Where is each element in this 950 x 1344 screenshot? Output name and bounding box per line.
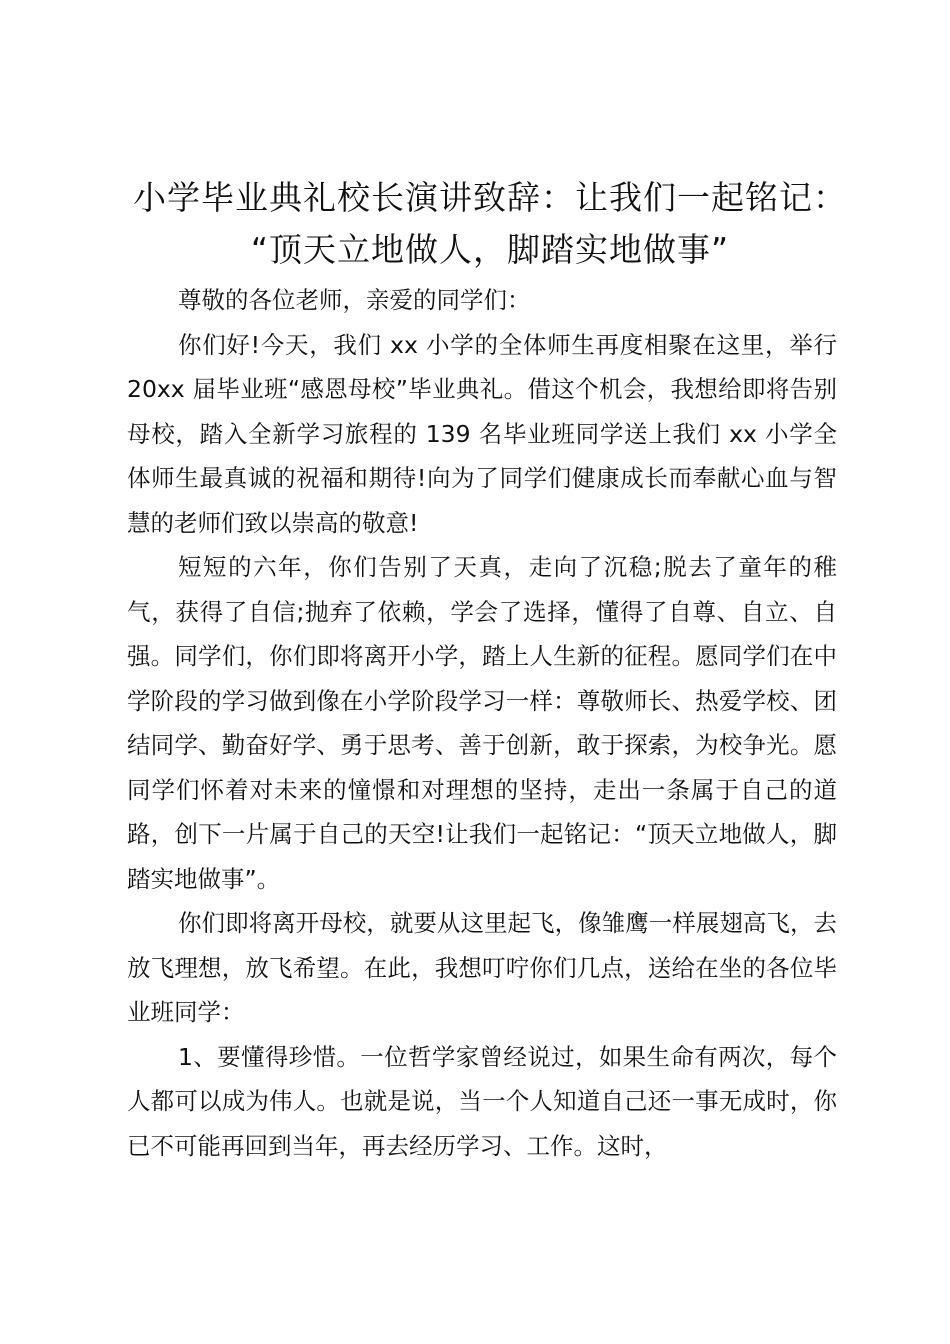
body-paragraph-2: 短短的六年，你们告别了天真，走向了沉稳;脱去了童年的稚气，获得了自信;抛弃了依赖，学会了选择，懂得了自尊、自立、自强。同学们，你们即将离开小学，踏上人生新的征程。愿同学们在中学阶段的学习做到像在小学阶段学习一样：尊敬师长、热爱学校、团结同学、勤奋好学、勇于思考、善于创新，敢于探索，为校争光。愿同学们怀着对未来的憧憬和对理想的坚持，走出一条属于自己的道路，创下一片属于自己的天空!让我们一起铭记：“顶天立地做人，脚踏实地做事”。	[127, 553, 837, 893]
salutation-paragraph: 尊敬的各位老师，亲爱的同学们：	[178, 286, 531, 314]
document-body	[127, 278, 837, 1168]
body-paragraph-3: 你们即将离开母校，就要从这里起飞，像雏鹰一样展翅高飞，去放飞理想，放飞希望。在此，我想叮咛你们几点，送给在坐的各位毕业班同学：	[127, 909, 837, 1026]
document-title	[110, 172, 870, 276]
body-paragraph-4: 1、要懂得珍惜。一位哲学家曾经说过，如果生命有两次，每个人都可以成为伟人。也就是说，当一个人知道自己还一事无成时，你已不可能再回到当年，再去经历学习、工作。这时，	[127, 1042, 837, 1160]
body-paragraph-1: 你们好!今天，我们 xx 小学的全体师生再度相聚在这里，举行 20xx 届毕业班“感恩母校”毕业典礼。借这个机会，我想给即将告别母校，踏入全新学习旅程的 139 名毕业班同学送上我们 xx 小学全体师生最真诚的祝福和期待!向为了同学们健康成长而奉献心血与智慧的老师们致以崇高的敬意!	[127, 330, 837, 537]
title-line-1: 小学毕业典礼校长演讲致辞：让我们一起铭记：	[133, 178, 847, 217]
title-line-2: “顶天立地做人，脚踏实地做事”	[250, 230, 730, 269]
